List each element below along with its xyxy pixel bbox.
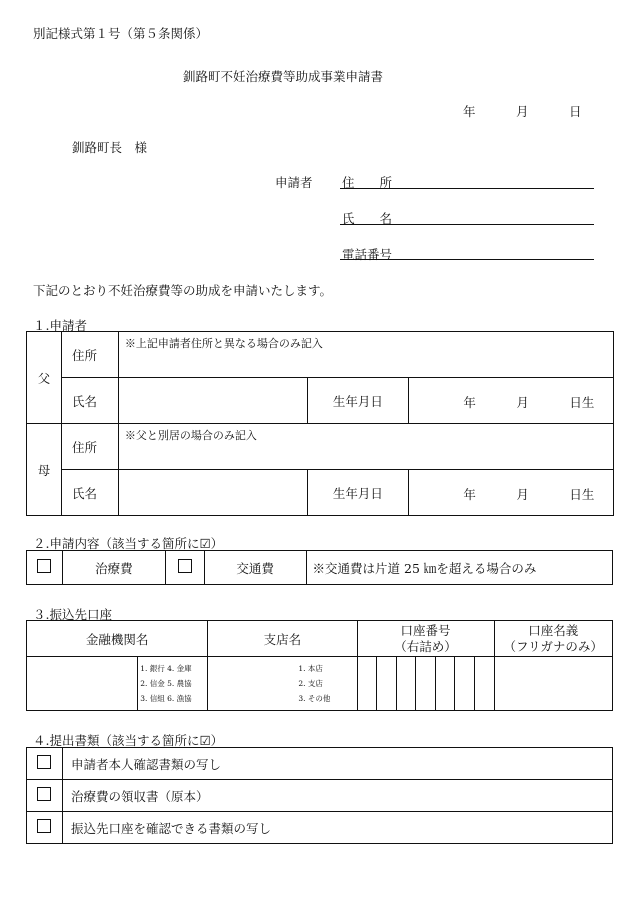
father-address-label: 住所 [61,332,118,378]
bank-table [26,620,613,711]
father-name-label: 氏名 [61,378,118,424]
request-table [26,550,613,585]
father-address-note: ※上記申請者住所と異なる場合のみ記入 [124,337,323,350]
section2-title: ２.申請内容（該当する箇所に☑） [33,536,224,551]
bank-type-1: 1. 銀行 4. 金庫 [140,664,192,673]
mother-dob-field[interactable] [409,470,614,516]
treatment-checkbox-cell[interactable] [27,551,63,585]
father-dob-year: 年 [463,395,476,410]
mother-dob-label: 生年月日 [307,470,409,516]
mother-address-note: ※父と別居の場合のみ記入 [124,429,257,442]
applicant-label: 申請者 [275,175,313,190]
mother-name-label: 氏名 [61,470,118,516]
mother-dob-day: 日生 [569,487,595,502]
holder-header [494,621,613,657]
date-month: 月 [516,104,529,119]
account-digit-6[interactable] [455,657,475,711]
father-address-field[interactable] [118,332,613,378]
doc2-label: 治療費の領収書（原本） [62,780,612,812]
form-id: 別記様式第１号（第５条関係） [33,26,209,41]
bank-type-2: 2. 信金 5. 農協 [140,679,192,688]
date-day: 日 [569,104,582,119]
doc1-checkbox[interactable] [37,755,51,769]
branch-name-field[interactable] [208,657,299,711]
applicant-address-field[interactable] [340,188,594,189]
mother-dob-year: 年 [463,487,476,502]
doc2-checkbox-cell[interactable] [27,780,63,812]
account-digit-2[interactable] [377,657,397,711]
father-name-field[interactable] [118,378,307,424]
doc3-checkbox-cell[interactable] [27,812,63,844]
mother-address-label: 住所 [61,424,118,470]
account-header-sub: （右詰め） [394,638,457,654]
father-dob-month: 月 [516,395,529,410]
father-label: 父 [27,332,62,424]
documents-table [26,747,613,844]
branch-type-2: 2. 支店 [298,679,323,688]
applicant-address-label: 住 所 [342,175,393,190]
applicant-table [26,331,614,516]
applicant-name-field[interactable] [340,224,594,225]
doc3-label: 振込先口座を確認できる書類の写し [62,812,612,844]
doc1-checkbox-cell[interactable] [27,748,63,780]
addressee: 釧路町長 様 [72,140,148,155]
treatment-label: 治療費 [62,551,165,585]
applicant-name-label: 氏 名 [342,211,393,226]
account-digit-5[interactable] [435,657,455,711]
applicant-phone-label: 電話番号 [342,247,393,262]
mother-name-field[interactable] [118,470,307,516]
account-digit-4[interactable] [416,657,436,711]
applicant-phone-field[interactable] [340,259,594,260]
account-digit-1[interactable] [357,657,377,711]
transport-checkbox[interactable] [178,559,192,573]
father-dob-label: 生年月日 [307,378,409,424]
transport-label: 交通費 [204,551,306,585]
doc2-checkbox[interactable] [37,787,51,801]
branch-type-options [298,657,357,711]
bank-header: 金融機関名 [27,621,208,657]
doc1-label: 申請者本人確認書類の写し [62,748,612,780]
section3-title: ３.振込先口座 [33,607,112,622]
page-title: 釧路町不妊治療費等助成事業申請書 [183,69,384,84]
intro-text: 下記のとおり不妊治療費等の助成を申請いたします。 [33,283,333,298]
mother-dob-month: 月 [516,487,529,502]
mother-address-field[interactable] [118,424,613,470]
account-header-label: 口座番号 [400,622,451,638]
holder-name-field[interactable] [494,657,613,711]
account-digit-3[interactable] [396,657,416,711]
account-digit-7[interactable] [474,657,494,711]
account-header [357,621,494,657]
section4-title: ４.提出書類（該当する箇所に☑） [33,733,224,748]
doc3-checkbox[interactable] [37,819,51,833]
branch-header: 支店名 [208,621,357,657]
branch-type-3: 3. その他 [298,694,331,703]
section1-title: １.申請者 [33,318,87,333]
father-dob-field[interactable] [409,378,614,424]
date-year: 年 [463,104,476,119]
father-dob-day: 日生 [569,395,595,410]
treatment-checkbox[interactable] [37,559,51,573]
bank-type-3: 3. 信組 6. 漁協 [140,694,192,703]
bank-name-field[interactable] [27,657,138,711]
transport-checkbox-cell[interactable] [165,551,204,585]
transport-note: ※交通費は片道 25 ㎞を超える場合のみ [306,551,612,585]
branch-type-1: 1. 本店 [298,664,323,673]
holder-header-label: 口座名義 [528,622,579,638]
holder-header-sub: （フリガナのみ） [503,638,603,654]
bank-type-options [138,657,208,711]
mother-label: 母 [27,424,62,516]
